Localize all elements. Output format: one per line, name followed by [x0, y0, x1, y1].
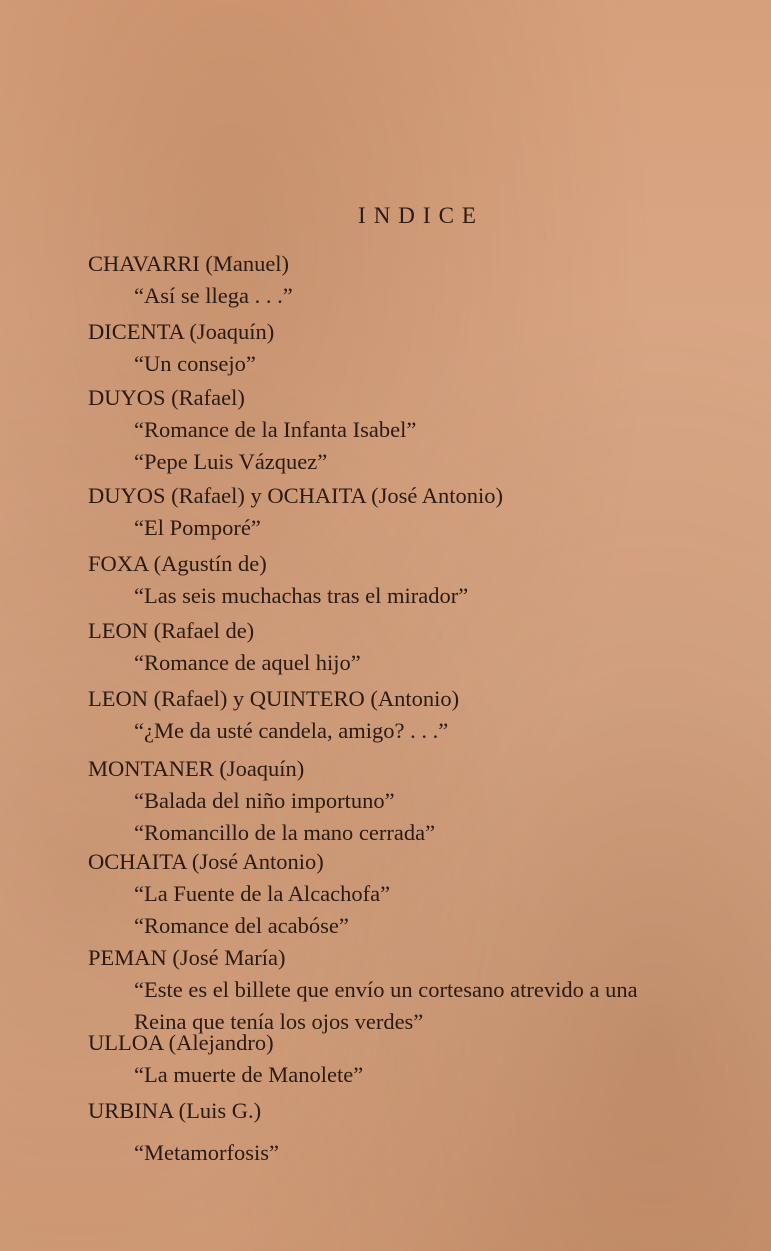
- index-entry: [88, 846, 390, 942]
- author-name: OCHAITA (José Antonio): [88, 849, 324, 874]
- index-entry: [88, 942, 638, 1038]
- work-title-continuation: Reina que tenía los ojos verdes”: [134, 1009, 424, 1034]
- work-title: “Este es el billete que envío un cortesano atrevido a una: [134, 977, 638, 1002]
- work-title: “Así se llega . . .”: [134, 283, 293, 308]
- work-title: “Romance de aquel hijo”: [134, 650, 361, 675]
- index-entry: [88, 615, 361, 679]
- author-name: DUYOS (Rafael) y OCHAITA (José Antonio): [88, 483, 504, 508]
- author-name: PEMAN (José María): [88, 945, 286, 970]
- author-name: DICENTA (Joaquín): [88, 319, 275, 344]
- index-entry: [88, 548, 468, 612]
- author-name: URBINA (Luis G.): [88, 1098, 262, 1123]
- work-title: “Romance de la Infanta Isabel”: [134, 417, 417, 442]
- author-name: ULLOA (Alejandro): [88, 1030, 274, 1055]
- author-name: MONTANER (Joaquín): [88, 756, 305, 781]
- author-name: CHAVARRI (Manuel): [88, 251, 290, 276]
- work-title: “¿Me da usté candela, amigo? . . .”: [134, 718, 449, 743]
- author-name: LEON (Rafael) y QUINTERO (Antonio): [88, 686, 460, 711]
- index-title: INDICE: [358, 203, 484, 228]
- work-title: “La muerte de Manolete”: [134, 1062, 364, 1087]
- work-title: “Balada del niño importuno”: [134, 788, 395, 813]
- index-entry: [88, 753, 435, 849]
- author-name: DUYOS (Rafael): [88, 385, 245, 410]
- work-title: “La Fuente de la Alcachofa”: [134, 881, 391, 906]
- index-entry: [88, 248, 293, 312]
- work-title: “Metamorfosis”: [134, 1140, 279, 1165]
- index-entry: [88, 1095, 279, 1169]
- index-entry: [88, 480, 503, 544]
- index-entry: [88, 683, 459, 747]
- author-name: LEON (Rafael de): [88, 618, 255, 643]
- author-name: FOXA (Agustín de): [88, 551, 267, 576]
- work-title: “Romancillo de la mano cerrada”: [134, 820, 436, 845]
- work-title: “Romance del acabóse”: [134, 913, 349, 938]
- work-title: “Pepe Luis Vázquez”: [134, 449, 328, 474]
- work-title: “El Pomporé”: [134, 515, 261, 540]
- index-entry: [88, 1027, 363, 1091]
- index-entry: [88, 316, 274, 380]
- work-title: “Un consejo”: [134, 351, 256, 376]
- index-entry: [88, 382, 416, 478]
- work-title: “Las seis muchachas tras el mirador”: [134, 583, 469, 608]
